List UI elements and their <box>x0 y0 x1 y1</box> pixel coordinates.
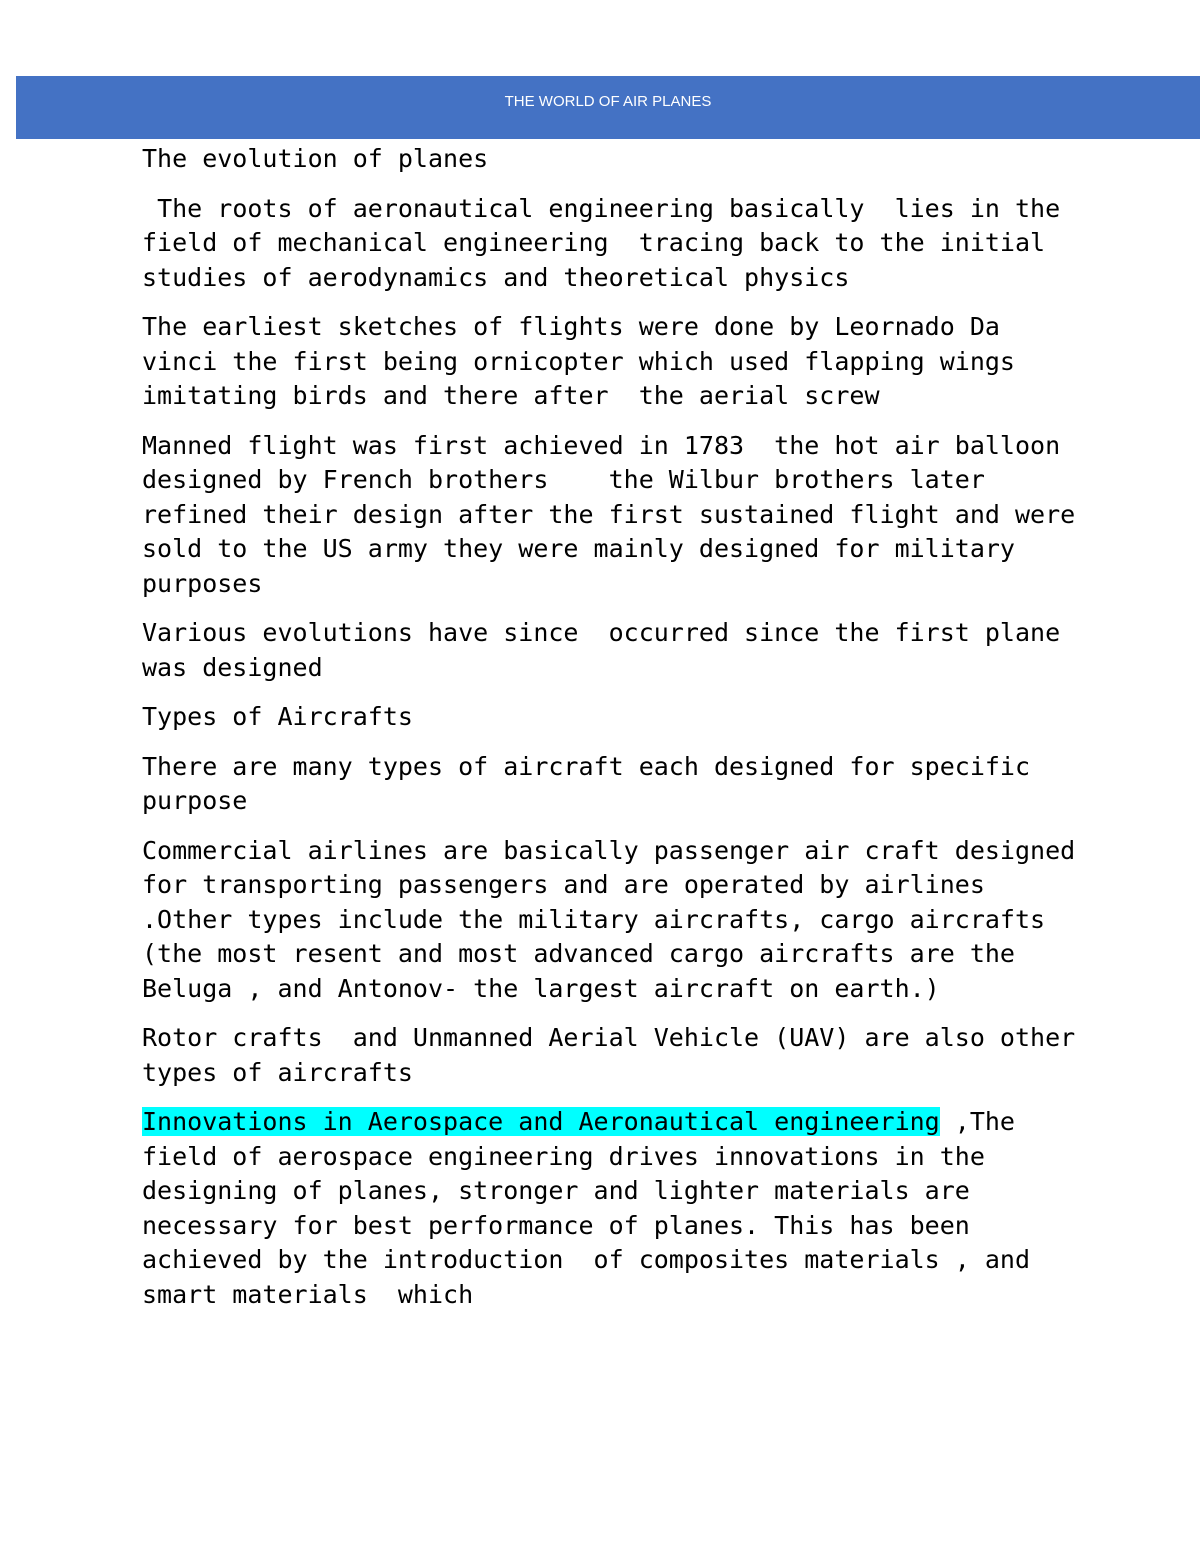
header-band <box>16 76 1200 139</box>
innovations-body: ,The field of aerospace engineering drives innovations in the designing of planes, stronger and lighter materials are necessary for best performance of planes. This has been achieved by the introduction of composites materials , and smart materials which <box>142 1107 1046 1309</box>
innovations-heading-highlight: Innovations in Aerospace and Aeronautical engineering <box>142 1107 940 1136</box>
paragraph-manned-flight: Manned flight was first achieved in 1783 the hot air balloon designed by French brothers the Wilbur brothers later refined their design after the first sustained flight and were sold to the US army they were mainly designed for military purposes <box>142 430 1091 598</box>
paragraph-innovations <box>142 1105 1082 1312</box>
section-heading-evolution: The evolution of planes <box>142 144 489 173</box>
header-title: THE WORLD OF AIR PLANES <box>504 93 712 110</box>
paragraph-roots: The roots of aeronautical engineering basically lies in the field of mechanical engineering tracing back to the initial studies of aerodynamics and theoretical physics <box>142 193 1076 292</box>
document-body <box>142 142 1091 1327</box>
paragraph-sketches: The earliest sketches of flights were done by Leornado Da vinci the first being ornicopter which used flapping wings imitating birds and there after the aerial screw <box>142 312 1031 410</box>
section-heading-types: Types of Aircrafts <box>142 702 413 731</box>
paragraph-rotor: Rotor crafts and Unmanned Aerial Vehicle (UAV) are also other types of aircrafts <box>142 1023 1091 1087</box>
paragraph-types-intro: There are many types of aircraft each designed for specific purpose <box>142 751 1046 815</box>
paragraph-commercial: Commercial airlines are basically passenger air craft designed for transporting passengers and are operated by airlines .Other types include the military aircrafts, cargo aircrafts (the most resent and most advanced cargo aircrafts are the Beluga , and Antonov- the largest aircraft on earth.) <box>142 835 1091 1003</box>
paragraph-evolutions: Various evolutions have since occurred since the first plane was designed <box>142 618 1076 682</box>
